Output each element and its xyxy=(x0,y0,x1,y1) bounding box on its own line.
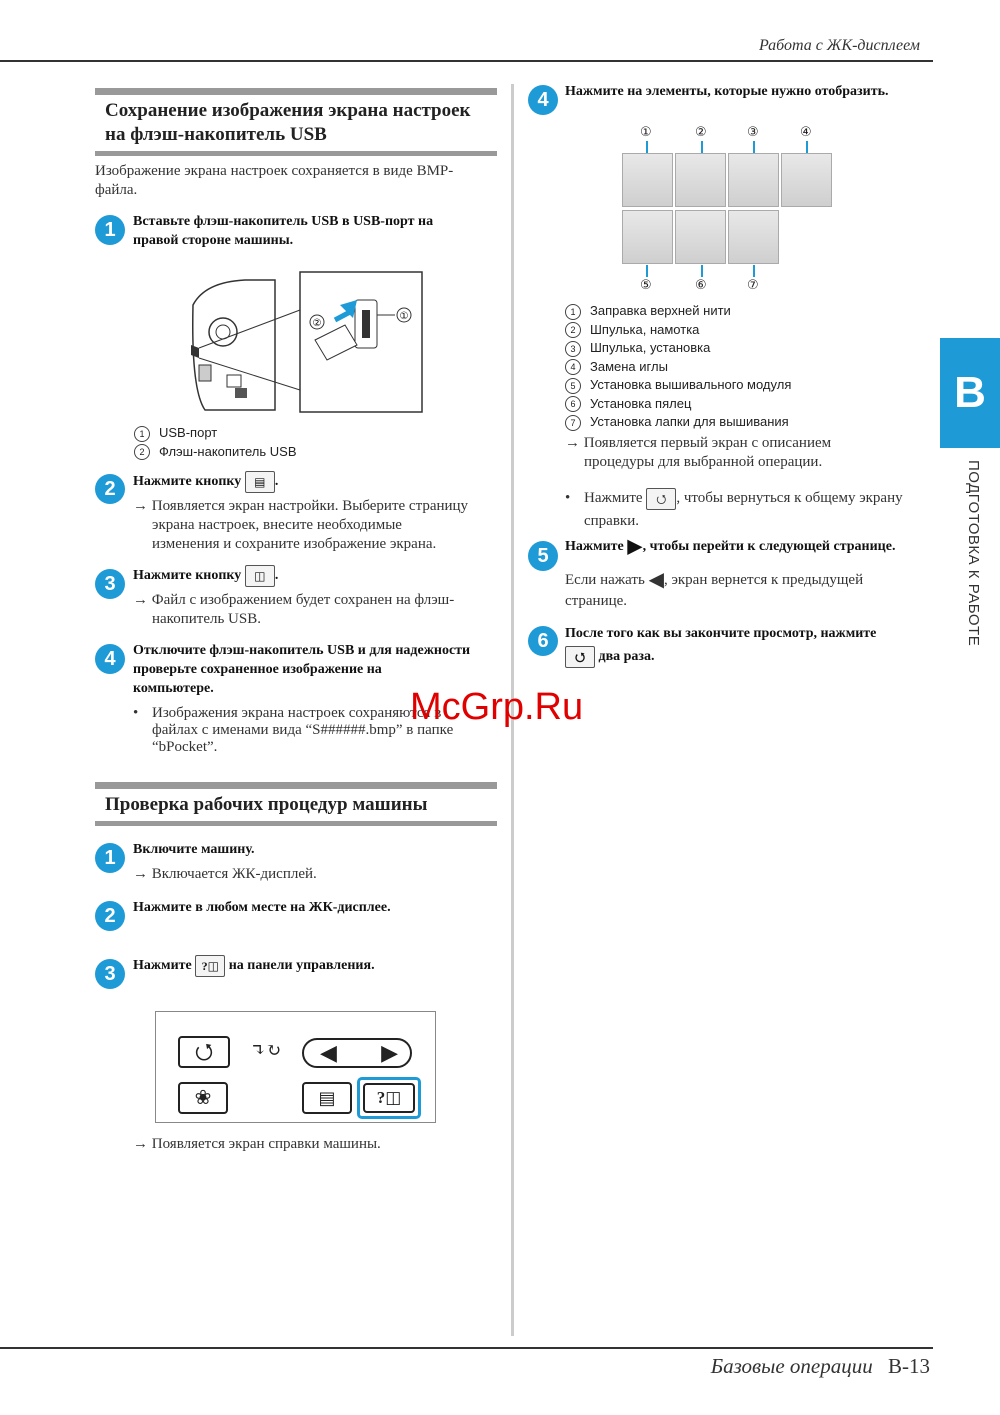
machine-help-button[interactable] xyxy=(363,1083,415,1113)
bullet-text: Нажмите xyxy=(584,490,643,506)
bullet-line: “bPocket”. xyxy=(152,739,218,755)
thumb-bobbin-winding[interactable] xyxy=(675,153,726,207)
step-instruction xyxy=(133,471,278,493)
usb-figure-legend xyxy=(134,424,297,461)
step-line: После того как вы закончите просмотр, нажмите xyxy=(565,626,877,641)
step-text: два раза. xyxy=(598,649,655,664)
bullet-note: • Изображения экрана настроек сохраняются в файлах с именами вида “S######.bmp” в папке “bPocket”. xyxy=(133,705,454,755)
step-instruction xyxy=(133,955,375,977)
legend-item xyxy=(134,424,297,443)
section-title: Проверка рабочих процедур машины xyxy=(105,794,428,815)
page-nav-buttons[interactable] xyxy=(302,1038,412,1068)
page-header-title: Работа с ЖК-дисплеем xyxy=(758,37,920,54)
step-text: Нажмите xyxy=(133,958,192,974)
bullet-note: • Нажмите ⭯ , чтобы вернуться к общему экрану справки. xyxy=(565,487,903,532)
step-result-note xyxy=(133,497,468,554)
next-arrow-icon[interactable]: ▶ xyxy=(381,1040,398,1065)
note-line: → Появляется экран настройки. Выберите страницу xyxy=(133,498,469,514)
help-machine-icon: ?◫ xyxy=(376,1088,402,1107)
callout-6: ⑥ xyxy=(695,277,707,292)
control-panel-illustration xyxy=(155,1011,436,1123)
section-title-line1: Сохранение изображения экрана настроек xyxy=(105,100,471,121)
legend-number: 1 xyxy=(565,304,581,320)
step-result-note xyxy=(565,434,831,472)
callout-4: ④ xyxy=(800,124,812,139)
chapter-title: ПОДГОТОВКА К РАБОТЕ xyxy=(965,460,982,647)
step-number: 3 xyxy=(95,569,125,599)
thread-cut-icon: ↴↻ xyxy=(250,1040,282,1060)
callout-7: ⑦ xyxy=(747,277,759,292)
usb-port-callout: ① xyxy=(399,311,409,322)
step-text: Нажмите кнопку xyxy=(133,474,242,490)
step-text: , чтобы перейти к следующей странице. xyxy=(642,539,896,554)
step-line: Отключите флэш-накопитель USB и для надежности xyxy=(133,643,471,658)
step-number: 3 xyxy=(95,959,125,989)
step-line: правой стороне машины. xyxy=(133,233,294,248)
step-number: 4 xyxy=(95,644,125,674)
step-instruction xyxy=(565,537,895,556)
note-text: , экран вернется к предыдущей xyxy=(663,572,864,588)
section-heading-save-screen xyxy=(95,88,497,156)
step-line: проверьте сохраненное изображение на xyxy=(133,662,382,677)
step-number: 1 xyxy=(95,843,125,873)
step-number: 1 xyxy=(95,215,125,245)
note-line: странице. xyxy=(565,593,628,610)
intro-line: файла. xyxy=(95,182,138,198)
legend-item xyxy=(134,443,297,462)
page-footer xyxy=(711,1354,930,1379)
help-topics-legend xyxy=(565,302,791,432)
note-line: → Файл с изображением будет сохранен на флэш- xyxy=(133,592,455,608)
callout-1: ① xyxy=(640,124,652,139)
footer-rule xyxy=(0,1347,933,1349)
legend-text: Установка лапки для вышивания xyxy=(590,414,789,429)
step-line: Вставьте флэш-накопитель USB в USB-порт на xyxy=(133,214,434,229)
step-result-note xyxy=(133,591,454,629)
note-line: процедуры для выбранной операции. xyxy=(584,454,823,470)
legend-number: 4 xyxy=(565,359,581,375)
screenshot-button-icon[interactable]: ◫ xyxy=(245,565,275,587)
step-suffix: . xyxy=(274,568,279,584)
note-line: накопитель USB. xyxy=(152,611,261,627)
section-heading-check-procedures xyxy=(95,782,497,826)
step5-note xyxy=(565,570,863,612)
page-number: B-13 xyxy=(888,1354,930,1378)
callout-5: ⑤ xyxy=(640,277,652,292)
embroidery-button[interactable] xyxy=(178,1082,228,1114)
step-number: 2 xyxy=(95,901,125,931)
legend-item xyxy=(565,358,791,377)
note-line: → Появляется первый экран с описанием xyxy=(565,435,832,451)
legend-number: 2 xyxy=(134,444,150,460)
note-line: изменения и сохраните изображение экрана. xyxy=(152,536,437,552)
header-rule xyxy=(0,60,933,62)
return-arrow-icon: ⭯ xyxy=(194,1039,214,1064)
callout-3: ③ xyxy=(747,124,759,139)
footer-section-title: Базовые операции xyxy=(710,1354,873,1378)
return-button-icon[interactable]: ⭯ xyxy=(646,488,676,510)
bullet-line: справки. xyxy=(584,512,639,529)
legend-number: 5 xyxy=(565,378,581,394)
step-number: 6 xyxy=(528,626,558,656)
legend-text: Шпулька, намотка xyxy=(590,321,700,337)
step-number: 2 xyxy=(95,474,125,504)
thumb-embroidery-unit[interactable] xyxy=(622,210,673,264)
chapter-tab: B xyxy=(940,338,1000,448)
help-topics-grid xyxy=(622,124,842,294)
help-button-icon[interactable]: ?◫ xyxy=(195,955,225,977)
next-arrow-icon[interactable]: ▶ xyxy=(627,535,643,558)
legend-number: 1 xyxy=(134,426,150,442)
step-text: на панели управления. xyxy=(228,958,375,974)
legend-number: 7 xyxy=(565,415,581,431)
step-line: компьютере. xyxy=(133,681,214,696)
bullet-line: Изображения экрана настроек сохраняются в xyxy=(152,705,442,721)
settings-button-icon[interactable]: ▤ xyxy=(245,471,275,493)
step-result-note: → Включается ЖК-дисплей. xyxy=(133,866,317,882)
step-instruction xyxy=(565,622,876,668)
step-instruction xyxy=(133,212,433,250)
thread-cutter-button[interactable] xyxy=(244,1036,288,1068)
help-button-highlight xyxy=(357,1077,421,1119)
step-text: Нажмите кнопку xyxy=(133,568,242,584)
legend-text: Заправка верхней нити xyxy=(590,303,731,318)
bullet-line: файлах с именами вида “S######.bmp” в папке xyxy=(152,722,454,738)
step-instruction: Включите машину. xyxy=(133,842,255,857)
step-instruction xyxy=(133,565,278,587)
step-text: Нажмите xyxy=(565,539,624,554)
legend-text: Флэш-накопитель USB xyxy=(159,443,297,459)
step-instruction: Нажмите в любом месте на ЖК-дисплее. xyxy=(133,900,391,915)
usb-port-illustration xyxy=(185,270,425,415)
legend-number: 3 xyxy=(565,341,581,357)
legend-item xyxy=(565,413,791,432)
note-text: Если нажать xyxy=(565,572,645,588)
thumb-upper-threading[interactable] xyxy=(622,153,673,207)
note-line: экрана настроек, внесите необходимые xyxy=(152,517,402,533)
legend-text: Установка вышивального модуля xyxy=(590,377,792,392)
legend-item xyxy=(565,376,791,395)
step-number: 5 xyxy=(528,541,558,571)
thumb-embroidery-foot[interactable] xyxy=(728,210,779,264)
return-button-icon[interactable]: ⭯ xyxy=(565,646,595,668)
legend-item xyxy=(565,395,791,414)
return-button[interactable] xyxy=(178,1036,230,1068)
legend-number: 2 xyxy=(565,322,581,338)
embroidery-icon: ❀ xyxy=(194,1087,212,1109)
section-title-line2: на флэш-накопитель USB xyxy=(105,124,327,145)
step-number: 4 xyxy=(528,85,558,115)
step-instruction: Нажмите на элементы, которые нужно отобразить. xyxy=(565,84,889,99)
thumb-bobbin-setting[interactable] xyxy=(728,153,779,207)
bullet-text: , чтобы вернуться к общему экрану xyxy=(676,490,903,506)
thumb-hoop-attach[interactable] xyxy=(675,210,726,264)
settings-sheet-icon: ▤ xyxy=(318,1088,336,1108)
legend-text: Установка пялец xyxy=(590,395,692,411)
settings-button[interactable] xyxy=(302,1082,352,1114)
usb-drive-callout: ② xyxy=(312,318,322,329)
prev-arrow-icon[interactable]: ◀ xyxy=(320,1040,337,1065)
prev-arrow-icon[interactable]: ◀ xyxy=(648,569,664,592)
legend-item xyxy=(565,339,791,358)
step-suffix: . xyxy=(274,474,279,490)
thumb-needle-change[interactable] xyxy=(781,153,832,207)
legend-item xyxy=(565,321,791,340)
panel-result-note: → Появляется экран справки машины. xyxy=(133,1136,381,1152)
legend-item xyxy=(565,302,791,321)
legend-text: Замена иглы xyxy=(590,358,668,374)
legend-number: 6 xyxy=(565,396,581,412)
legend-text: Шпулька, установка xyxy=(590,340,711,355)
intro-paragraph xyxy=(95,162,453,200)
watermark: McGrp.Ru xyxy=(410,686,584,728)
intro-line: Изображение экрана настроек сохраняется в виде BMP- xyxy=(95,163,454,179)
callout-2: ② xyxy=(695,124,707,139)
legend-text: USB-порт xyxy=(159,425,218,440)
